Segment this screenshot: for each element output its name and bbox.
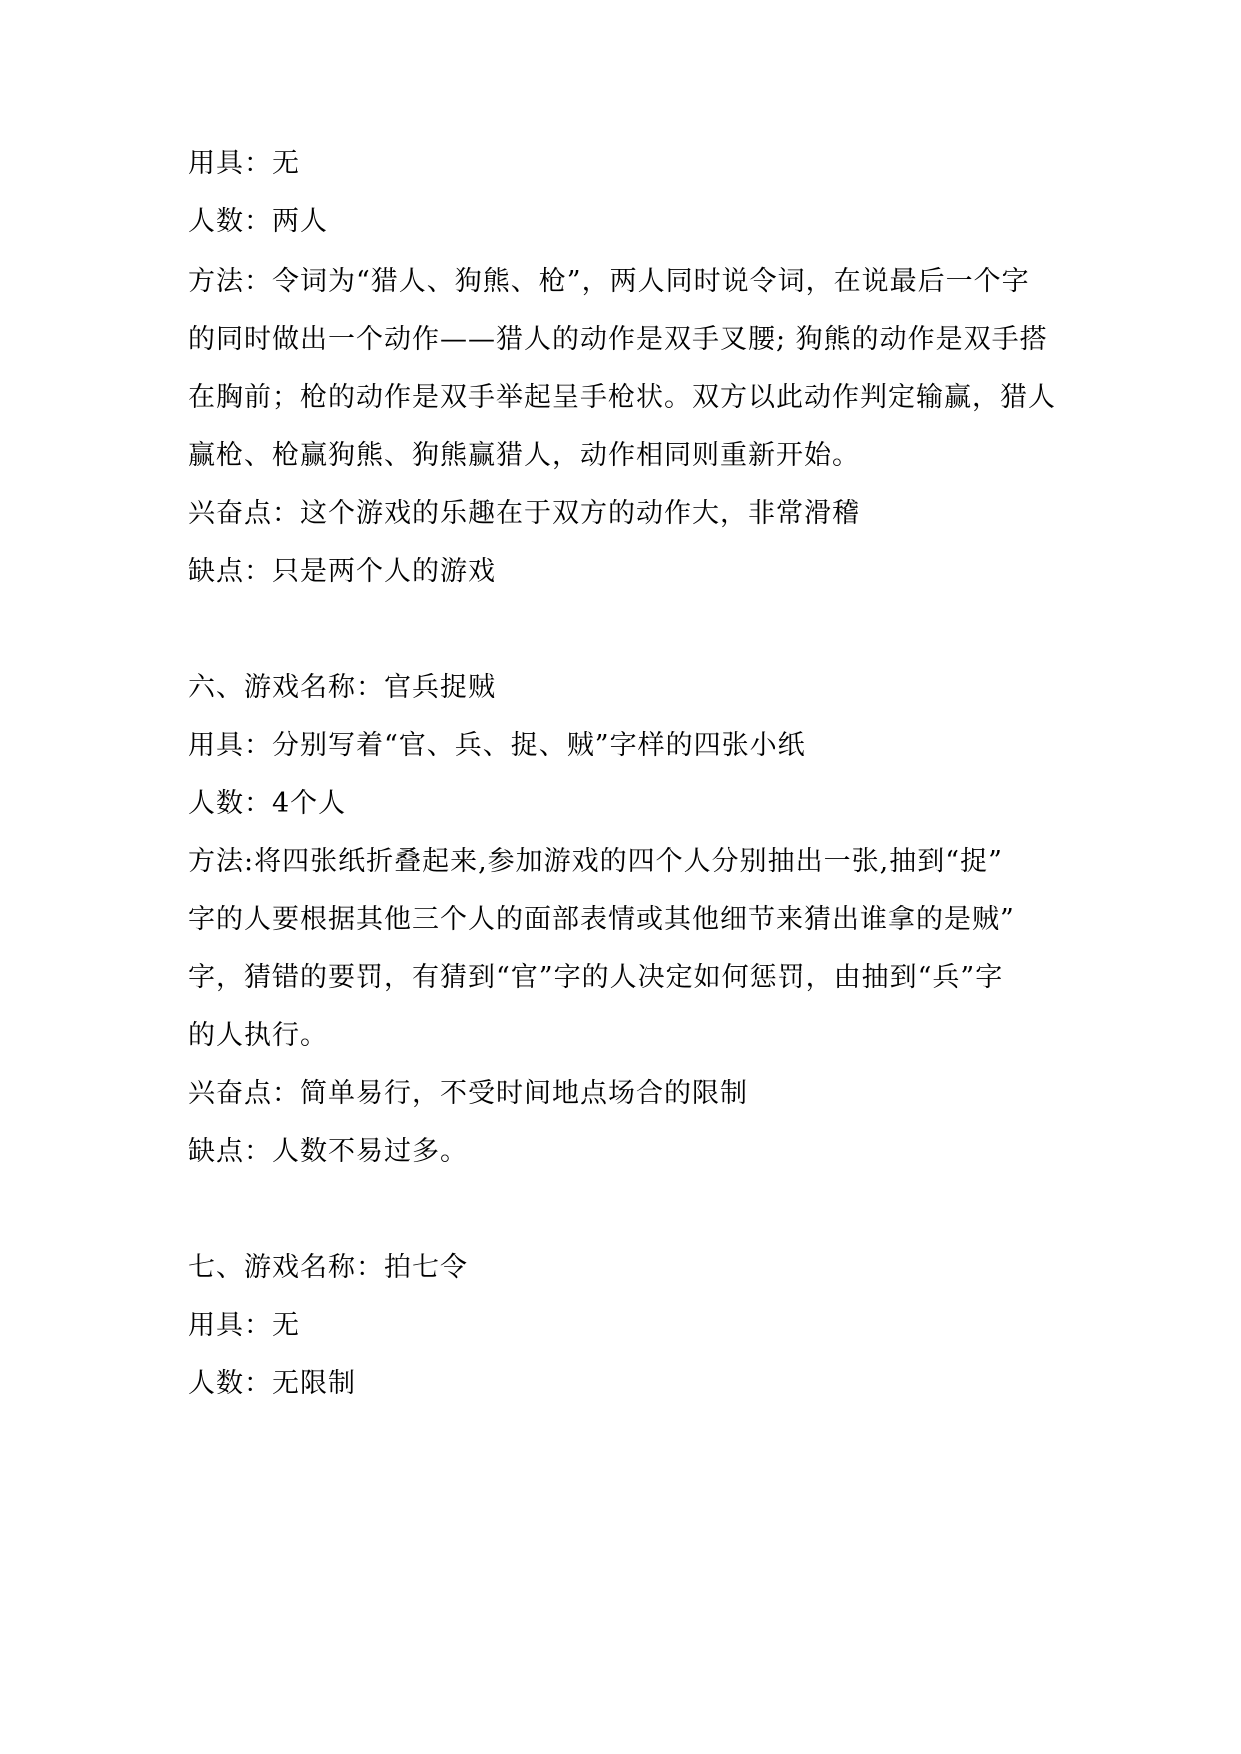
s5-highlight-line: 兴奋点：这个游戏的乐趣在于双方的动作大，非常滑稽 bbox=[188, 498, 860, 529]
s7-people-line: 人数：无限制 bbox=[188, 1368, 356, 1399]
s6-method-line-1: 方法:将四张纸折叠起来,参加游戏的四个人分别抽出一张,抽到“捉” bbox=[188, 846, 1003, 877]
s5-tools-line: 用具：无 bbox=[188, 148, 300, 179]
s5-method-line-3: 在胸前；枪的动作是双手举起呈手枪状。双方以此动作判定输赢，猎人 bbox=[188, 382, 1056, 413]
s6-highlight-line: 兴奋点：简单易行，不受时间地点场合的限制 bbox=[188, 1078, 748, 1109]
s7-tools-line: 用具：无 bbox=[188, 1310, 300, 1341]
s6-method-line-4: 的人执行。 bbox=[188, 1020, 328, 1051]
s5-method-line-1: 方法：令词为“猎人、狗熊、枪”，两人同时说令词，在说最后一个字 bbox=[188, 266, 1030, 297]
s5-drawback-line: 缺点：只是两个人的游戏 bbox=[188, 556, 496, 587]
s7-title: 七、游戏名称：拍七令 bbox=[188, 1252, 468, 1283]
s6-people-line: 人数：4个人 bbox=[188, 788, 347, 819]
s6-title: 六、游戏名称：官兵捉贼 bbox=[188, 672, 496, 703]
s6-drawback-line: 缺点：人数不易过多。 bbox=[188, 1136, 468, 1167]
s6-method-line-2: 字的人要根据其他三个人的面部表情或其他细节来猜出谁拿的是贼” bbox=[188, 904, 1015, 935]
s6-method-line-3: 字，猜错的要罚，有猜到“官”字的人决定如何惩罚，由抽到“兵”字 bbox=[188, 962, 1004, 993]
s6-tools-line: 用具：分别写着“官、兵、捉、贼”字样的四张小纸 bbox=[188, 730, 806, 761]
s5-method-line-2: 的同时做出一个动作——猎人的动作是双手叉腰; 狗熊的动作是双手搭 bbox=[188, 324, 1048, 355]
s5-method-line-4: 赢枪、枪赢狗熊、狗熊赢猎人，动作相同则重新开始。 bbox=[188, 440, 860, 471]
s5-people-line: 人数：两人 bbox=[188, 206, 328, 237]
